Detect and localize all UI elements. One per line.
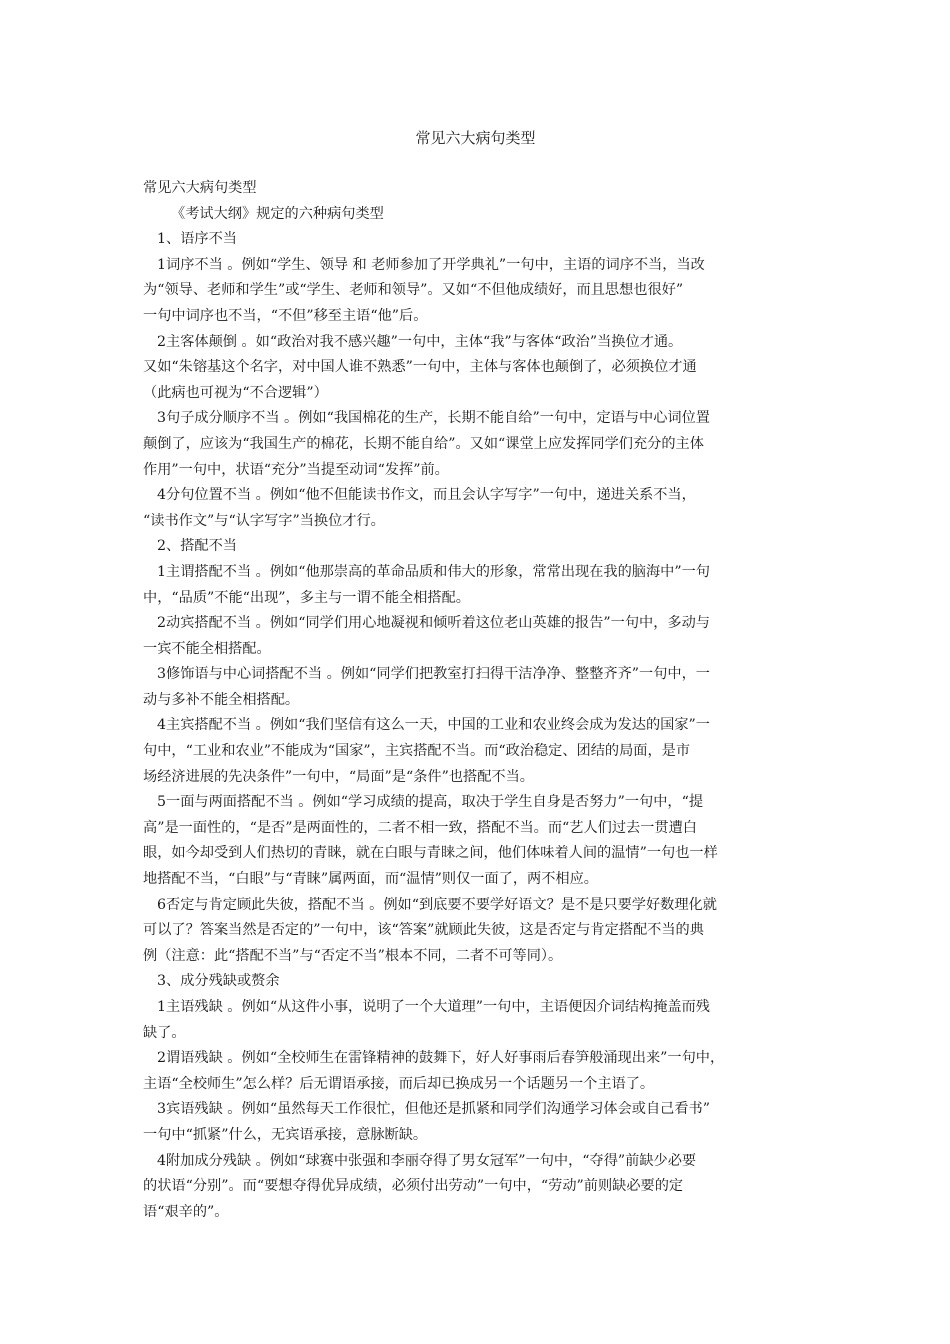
body-line: 作用”一句中，状语“充分”当提至动词“发挥”前。 (143, 461, 449, 478)
body-line: 地搭配不当，“白眼”与“青睐”属两面，而“温情”则仅一面了，两不相应。 (143, 871, 598, 888)
body-line: 1主语残缺 。例如“从这件小事，说明了一个大道理”一句中，主语便因介词结构掩盖而残 (157, 999, 710, 1015)
body-line: 可以了？答案当然是否定的”一句中，该“答案”就顾此失彼，这是否定与肯定搭配不当的典 (143, 922, 704, 939)
body-line: 4分句位置不当 。例如“他不但能读书作文，而且会认字写字”一句中，递进关系不当， (157, 487, 696, 504)
body-line: 《考试大纲》规定的六种病句类型 (171, 205, 384, 222)
body-line: 6否定与肯定顾此失彼，搭配不当 。例如“到底要不要学好语文？是不是只要学好数理化就 (157, 896, 717, 913)
body-line: 为“领导、老师和学生”或“学生、老师和领导”。又如“不但他成绩好，而且思想也很好” (143, 282, 684, 299)
body-line: 3宾语残缺 。例如“虽然每天工作很忙，但他还是抓紧和同学们沟通学习体会或自己看书” (157, 1101, 710, 1118)
body-line: 的状语“分别”。而“要想夺得优异成绩，必须付出劳动”一句中，“劳动”前则缺必要的定 (143, 1178, 684, 1195)
body-line: 常见六大病句类型 (143, 180, 257, 196)
body-line: 4主宾搭配不当 。例如“我们坚信有这么一天，中国的工业和农业终会成为发达的国家”一 (157, 717, 710, 734)
body-line: 3、成分残缺或赘余 (157, 973, 280, 990)
body-line: 一句中“抓紧”什么，无宾语承接，意脉断缺。 (143, 1126, 428, 1143)
body-line: 2主客体颠倒 。如“政治对我不感兴趣”一句中，主体“我”与客体“政治”当换位才通。 (157, 333, 683, 350)
body-line: 又如“朱镕基这个名字，对中国人谁不熟悉”一句中，主体与客体也颠倒了，必须换位才通 (143, 359, 697, 376)
body-line: 一宾不能全相搭配。 (143, 640, 271, 657)
body-line: 句中，“工业和农业”不能成为“国家”，主宾搭配不当。而“政治稳定、团结的局面，是市 (143, 743, 691, 760)
body-line: 1词序不当 。例如“学生、领导 和 老师参加了开学典礼”一句中，主语的词序不当，当改 (157, 256, 705, 273)
body-line: 一句中词序也不当，“不但”移至主语“他”后。 (143, 307, 428, 324)
body-line: 3修饰语与中心词搭配不当 。例如“同学们把教室打扫得干洁净净、整整齐齐”一句中，一 (157, 666, 710, 683)
body-line: 眼，如今却受到人们热切的青睐，就在白眼与青睐之间，他们体味着人间的温情”一句也一样 (143, 845, 718, 862)
body-line: 例（注意：此“搭配不当”与“否定不当”根本不同，二者不可等同）。 (143, 947, 563, 964)
body-line: 中，“品质”不能“出现”，多主与一谓不能全相搭配。 (143, 589, 470, 606)
body-line: 场经济进展的先决条件”一句中，“局面”是“条件”也搭配不当。 (143, 768, 534, 785)
body-line: “读书作文”与“认字写字”当换位才行。 (143, 512, 385, 529)
body-line: 缺了。 (143, 1024, 186, 1041)
body-line: （此病也可视为“不合逻辑”） (143, 384, 328, 401)
body-line: 5一面与两面搭配不当 。例如“学习成绩的提高，取决于学生自身是否努力”一句中，“提 (157, 794, 704, 811)
body-line: 4附加成分残缺 。例如“球赛中张强和李丽夺得了男女冠军”一句中，“夺得”前缺少必要 (157, 1152, 697, 1169)
body-line: 3句子成分顺序不当 。例如“我国棉花的生产，长期不能自给”一句中，定语与中心词位置 (157, 410, 710, 427)
document-title: 常见六大病句类型 (415, 129, 536, 147)
body-line: 1主谓搭配不当 。例如“他那崇高的革命品质和伟大的形象，常常出现在我的脑海中”一句 (157, 563, 710, 580)
body-line: 2动宾搭配不当 。例如“同学们用心地凝视和倾听着这位老山英雄的报告”一句中，多动与 (157, 615, 710, 632)
body-line: 主语“全校师生”怎么样？后无谓语承接，而后却已换成另一个话题另一个主语了。 (143, 1075, 655, 1092)
body-line: 动与多补不能全相搭配。 (143, 691, 300, 708)
body-line: 高”是一面性的，“是否”是两面性的，二者不相一致，搭配不当。而“艺人们过去一贯遭白 (143, 819, 697, 836)
body-line: 颠倒了，应该为“我国生产的棉花，长期不能自给”。又如“课堂上应发挥同学们充分的主体 (143, 435, 704, 452)
body-line: 2谓语残缺 。例如“全校师生在雷锋精神的鼓舞下，好人好事雨后春笋般涌现出来”一句中， (157, 1050, 725, 1067)
body-line: 1、语序不当 (157, 231, 237, 248)
body-line: 2、搭配不当 (157, 538, 237, 555)
document-body (143, 176, 808, 1225)
body-line: 语“艰辛的”。 (143, 1203, 229, 1220)
